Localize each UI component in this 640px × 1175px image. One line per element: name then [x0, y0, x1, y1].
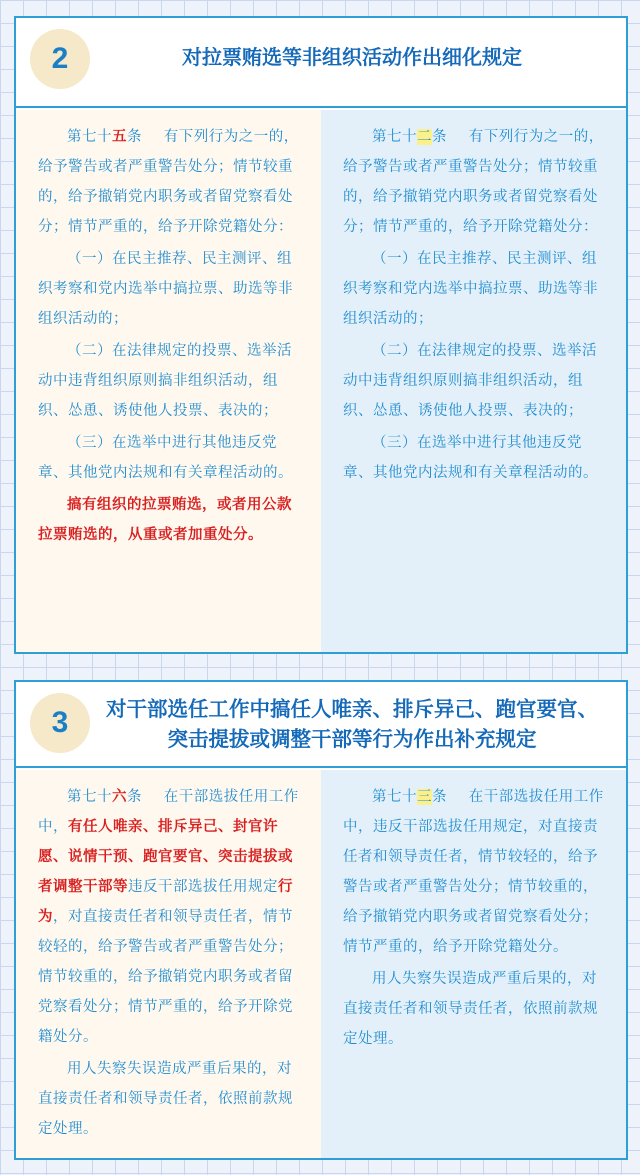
- section-3: [14, 680, 628, 1160]
- article-number-changed: 六: [112, 789, 127, 805]
- article-intro: 第七十六条 在干部选拔任用工作中，有任人唯亲、排斥异己、封官许愿、说情干预、跑官要官、突击提拔或者调整干部等违反干部选拔任用规定行为，对直接责任者和领导责任者，情节较轻的，给予警告或者严重警告处分；情节较重的，给予撤销党内职务或者留党察看处分；情节严重的，给予开除党籍处分。: [38, 789, 299, 1045]
- revised-article-column: [16, 770, 321, 1158]
- article-paragraph: 用人失察失误造成严重后果的，对直接责任者和领导责任者，依照前款规定处理。: [343, 971, 598, 1047]
- article-intro: 第七十二条 有下列行为之一的，给予警告或者严重警告处分；情节较重的，给予撤销党内职务或者留党察看处分；情节严重的，给予开除党籍处分：: [343, 129, 604, 235]
- article-number-highlight: 三: [417, 789, 432, 805]
- article-number-changed: 五: [112, 129, 127, 145]
- article-intro: 第七十三条 在干部选拔任用工作中，违反干部选拔任用规定，对直接责任者和领导责任者，情节较轻的，给予警告或者严重警告处分；情节较重的，给予撤销党内职务或者留党察看处分；情节严重的，给予开除党籍处分。: [343, 789, 604, 955]
- added-text: 行为: [38, 879, 293, 925]
- section-number-badge: 2: [30, 29, 90, 89]
- section-number-badge: 3: [30, 693, 90, 753]
- article-item: （一）在民主推荐、民主测评、组织考察和党内选举中搞拉票、助选等非组织活动的；: [343, 251, 598, 327]
- article-item: （一）在民主推荐、民主测评、组织考察和党内选举中搞拉票、助选等非组织活动的；: [38, 251, 293, 327]
- revised-article-column: [16, 110, 321, 652]
- article-item: （二）在法律规定的投票、选举活动中违背组织原则搞非组织活动，组织、怂恿、诱使他人投票、表决的；: [38, 343, 292, 419]
- article-item: （三）在选举中进行其他违反党章、其他党内法规和有关章程活动的。: [38, 435, 293, 481]
- article-item: （三）在选举中进行其他违反党章、其他党内法规和有关章程活动的。: [343, 435, 598, 481]
- article-paragraph: 用人失察失误造成严重后果的，对直接责任者和领导责任者，依照前款规定处理。: [38, 1061, 293, 1137]
- article-item: （二）在法律规定的投票、选举活动中违背组织原则搞非组织活动，组织、怂恿、诱使他人投票、表决的；: [343, 343, 597, 419]
- section-2: [14, 16, 628, 654]
- section-header: [16, 682, 626, 768]
- article-number-highlight: 二: [417, 129, 432, 145]
- article-intro: 第七十五条 有下列行为之一的，给予警告或者严重警告处分；情节较重的，给予撤销党内职务或者留党察看处分；情节严重的，给予开除党籍处分：: [38, 129, 299, 235]
- section-title: 对拉票贿选等非组织活动作出细化规定: [182, 45, 522, 69]
- added-clause: 搞有组织的拉票贿选，或者用公款拉票贿选的，从重或者加重处分。: [38, 497, 292, 543]
- section-header: [16, 18, 626, 108]
- original-article-column: [321, 110, 626, 652]
- section-title: 对干部选任工作中搞任人唯亲、排斥异己、跑官要官、突击提拔或调整干部等行为作出补充规定: [106, 697, 598, 751]
- added-text: 有任人唯亲、排斥异己、封官许愿、说情干预、跑官要官、突击提拔或者调整干部等: [38, 819, 293, 895]
- original-article-column: [321, 770, 626, 1158]
